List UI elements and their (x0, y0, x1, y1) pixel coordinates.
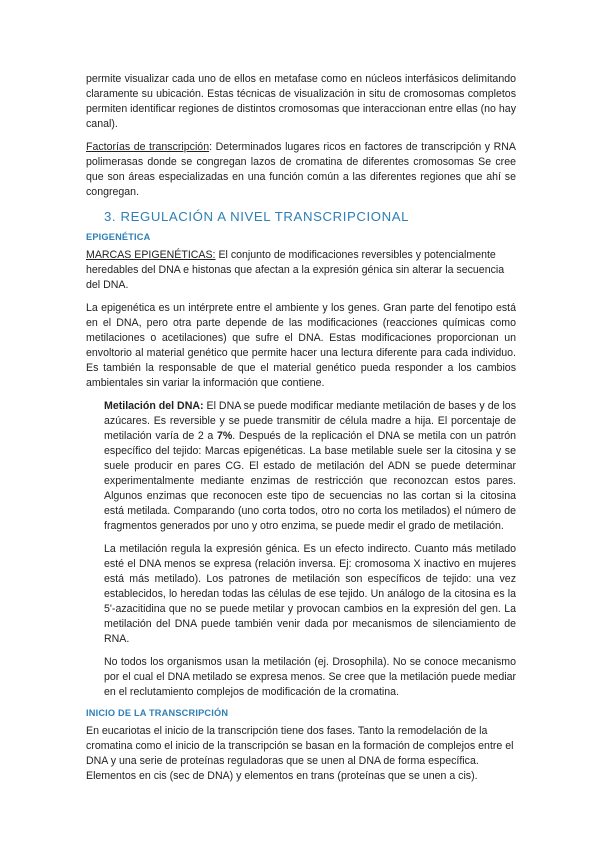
term-dna-methylation: Metilación del DNA: (104, 400, 204, 412)
term-epigenetic-marks: MARCAS EPIGENÉTICAS: (86, 249, 216, 261)
paragraph-transcription-factories (86, 140, 516, 200)
text-dna-methylation-b: . Después de la replicación el DNA se metila con un patrón específico del tejido: Marcas epigenéticas. La base metilable suele ser la citosina y se suele producir en pares CG. El estado de metilación del ADN se puede determinar experimentalmente mediante enzimas de restricción que reconozcan estos pares. Algunos enzimas que reconocen este tipo de secuencias no las cortan si la citosina está metilada. Comparando (uno corta todos, otro no corta los metilados) el número de fragmentos generados por uno y otro enzima, se puede medir el grado de metilación. (104, 430, 516, 532)
term-transcription-factories: Factorías de transcripción (86, 141, 210, 153)
paragraph-epigenetic-marks (86, 248, 516, 293)
text-transcription-factories: : Determinados lugares ricos en factores de transcripción y RNA polimerasas donde se congregan lazos de cromatina de diferentes cromosomas Se cree que son áreas especializadas en una función común a las diferentes regiones que ahí se congregan. (86, 141, 516, 198)
paragraph-epigenetics-intro: La epigenética es un intérprete entre el ambiente y los genes. Gran parte del fenotipo está en el DNA, pero otra parte depende de las modificaciones (reacciones químicas como metilaciones o acetilaciones) que sufre el DNA. Estas modificaciones proporcionan un envoltorio al material genético que permite hacer una lectura diferente para cada individuo. Es también la responsable de que el material genético pueda responder a los cambios ambientales sin variar la información que contiene. (86, 302, 516, 389)
paragraph-methylation-regulation: La metilación regula la expresión génica. Es un efecto indirecto. Cuanto más metilado esté el DNA menos se expresa (relación inversa. Ej: cromosoma X inactivo en mujeres está más metilado). Los patrones de metilación son específicos de tejido: una vez establecidos, lo heredan todas las células de ese tejido. Un análogo de la citosina es la 5'-azacitidina que no se puede metilar y provocan cambios en la expresión del gen. La metilación del DNA puede también venir dada por mecanismos de silenciamiento de RNA. (104, 543, 516, 645)
subheading-transcription-initiation: INICIO DE LA TRANSCRIPCIÓN (86, 708, 229, 718)
paragraph-transcription-initiation: En eucariotas el inicio de la transcripción tiene dos fases. Tanto la remodelación de la cromatina como el inicio de la transcripción se basan en la formación de complejos entre el DNA y una serie de proteínas reguladoras que se unen al DNA de forma específica. Elementos en cis (sec de DNA) y elementos en trans (proteínas que se unen a cis). (86, 725, 514, 782)
paragraph-organisms-methylation: No todos los organismos usan la metilación (ej. Drosophila). No se conoce mecanismo por el cual el DNA metilado se expresa menos. Se cree que la metilación puede mediar en el reclutamiento complejos de modificación de la cromatina. (104, 656, 516, 698)
methylation-percentage: 7% (216, 430, 233, 442)
subheading-epigenetics: EPIGENÉTICA (86, 232, 151, 242)
text-epigenetic-marks: El conjunto de modificaciones reversibles y potencialmente heredables del DNA e histonas que afectan a la expresión génica sin alterar la secuencia del DNA. (86, 249, 505, 291)
paragraph-dna-methylation (104, 399, 516, 534)
document-page (86, 72, 516, 784)
section-heading-transcriptional-regulation: 3. REGULACIÓN A NIVEL TRANSCRIPCIONAL (104, 209, 410, 224)
text-dna-methylation-a: El DNA se puede modificar mediante metilación de bases y de los azúcares. Es reversible y se puede transmitir de célula madre a hija. El porcentaje de metilación varía de 2 a (104, 400, 516, 442)
paragraph-fish-visualization: permite visualizar cada uno de ellos en metafase como en núcleos interfásicos delimitando claramente su ubicación. Estas técnicas de visualización in situ de cromosomas completos permiten identificar regiones de distintos cromosomas que interaccionan entre ellas (no hay canal). (86, 73, 516, 130)
